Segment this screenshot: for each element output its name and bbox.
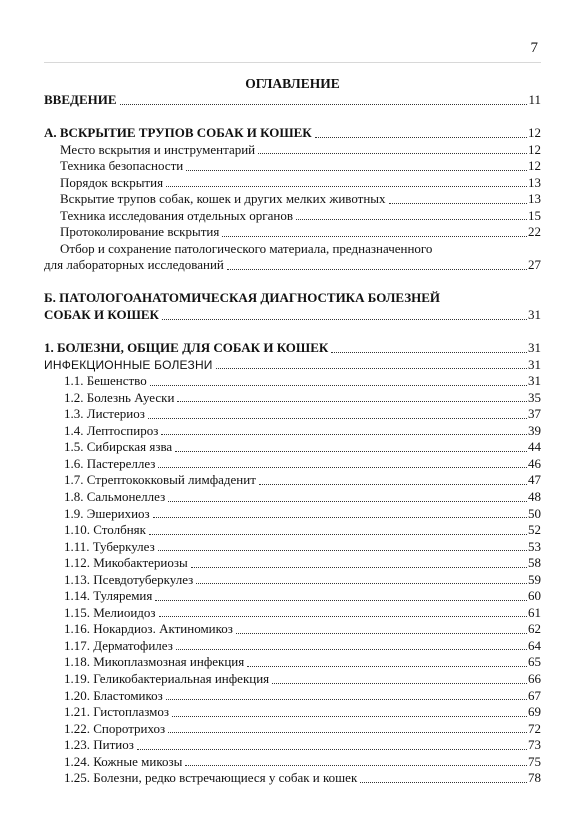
- toc-entry-title: 1.2. Болезнь Ауески: [64, 389, 175, 405]
- toc-entry-page: 11: [528, 92, 541, 107]
- leader-dots: [331, 352, 527, 353]
- toc-entry-page: 64: [528, 637, 541, 653]
- toc-entry-title: 1.8. Сальмонеллез: [64, 488, 166, 504]
- leader-dots: [159, 616, 527, 617]
- toc-entry-title: для лабораторных исследований: [44, 257, 224, 273]
- leader-dots: [191, 567, 527, 568]
- toc-entry-title: А. ВСКРЫТИЕ ТРУПОВ СОБАК И КОШЕК: [44, 125, 312, 141]
- toc-entry[interactable]: [44, 539, 541, 556]
- leader-dots: [259, 484, 527, 485]
- toc-entry-page: 15: [528, 207, 541, 223]
- toc-entry-title: Протоколирование вскрытия: [60, 224, 220, 240]
- toc-entry-title: 1.9. Эшерихиоз: [64, 505, 150, 521]
- toc-entry-page: 31: [528, 356, 541, 372]
- toc-entry-page: 27: [528, 257, 541, 273]
- leader-dots: [360, 782, 527, 783]
- toc-section-b[interactable]: [44, 307, 541, 324]
- toc-entry-title: 1.12. Микобактериозы: [64, 555, 188, 571]
- toc-entry-page: 72: [528, 720, 541, 736]
- toc-entry-page: 50: [528, 505, 541, 521]
- toc-entry[interactable]: [44, 588, 541, 605]
- toc-entry-page: 65: [528, 654, 541, 670]
- leader-dots: [148, 418, 527, 419]
- leader-dots: [296, 219, 527, 220]
- leader-dots: [120, 104, 528, 105]
- toc-entry-title: 1.23. Питиоз: [64, 737, 134, 753]
- toc-entry-title: 1.22. Споротрихоз: [64, 720, 166, 736]
- leader-dots: [150, 385, 527, 386]
- toc-entry-title: 1.18. Микоплазмозная инфекция: [64, 654, 245, 670]
- leader-dots: [185, 765, 527, 766]
- leader-dots: [389, 203, 527, 204]
- toc-infectious-diseases[interactable]: [44, 357, 541, 374]
- toc-entry[interactable]: [44, 621, 541, 638]
- toc-entry[interactable]: [44, 555, 541, 572]
- leader-dots: [153, 517, 527, 518]
- toc-entry-page: 31: [528, 307, 541, 323]
- toc-entry-page: 47: [528, 472, 541, 488]
- toc-entry[interactable]: [44, 142, 541, 159]
- leader-dots: [236, 633, 527, 634]
- toc-entry[interactable]: [44, 671, 541, 688]
- toc-entry[interactable]: [44, 654, 541, 671]
- toc-entry-title: 1. БОЛЕЗНИ, ОБЩИЕ ДЛЯ СОБАК И КОШЕК: [44, 340, 329, 356]
- toc-entry[interactable]: [44, 770, 541, 787]
- toc-entry[interactable]: [44, 439, 541, 456]
- toc-entry-page: 12: [528, 141, 541, 157]
- toc-entry[interactable]: [44, 721, 541, 738]
- leader-dots: [222, 236, 527, 237]
- toc-entry[interactable]: [44, 737, 541, 754]
- toc-entry-page: 48: [528, 488, 541, 504]
- toc-entry-page: 12: [528, 125, 541, 141]
- leader-dots: [247, 666, 527, 667]
- toc-entry[interactable]: [44, 423, 541, 440]
- toc-chapter-1[interactable]: [44, 340, 541, 357]
- toc-entry-title: 1.21. Гистоплазмоз: [64, 704, 170, 720]
- toc-entry-page: 22: [528, 224, 541, 240]
- toc-entry[interactable]: [44, 406, 541, 423]
- toc-entry-page: 61: [528, 604, 541, 620]
- toc-entry-page: 44: [528, 439, 541, 455]
- leader-dots: [176, 649, 527, 650]
- leader-dots: [149, 534, 527, 535]
- toc-entry-page: 62: [528, 621, 541, 637]
- toc-entry-page: 31: [528, 373, 541, 389]
- leader-dots: [227, 269, 527, 270]
- toc-entry[interactable]: [44, 704, 541, 721]
- leader-dots: [168, 732, 527, 733]
- toc-entry-title: 1.3. Листериоз: [64, 406, 145, 422]
- leader-dots: [272, 683, 527, 684]
- toc-entry-page: 60: [528, 588, 541, 604]
- leader-dots: [161, 434, 527, 435]
- toc-entry-page: 37: [528, 406, 541, 422]
- toc-entry[interactable]: [44, 489, 541, 506]
- leader-dots: [177, 401, 527, 402]
- leader-dots: [166, 699, 527, 700]
- toc-entry-title: 1.16. Нокардиоз. Актиномикоз: [64, 621, 233, 637]
- leader-dots: [158, 550, 527, 551]
- toc-entry-title: 1.4. Лептоспироз: [64, 422, 159, 438]
- leader-dots: [175, 451, 527, 452]
- toc-entry-page: 73: [528, 737, 541, 753]
- toc-entry-title: 1.5. Сибирская язва: [64, 439, 173, 455]
- leader-dots: [258, 153, 527, 154]
- leader-dots: [315, 137, 527, 138]
- toc-entry[interactable]: [44, 373, 541, 390]
- table-of-contents: [44, 92, 541, 787]
- toc-entry-title: 1.11. Туберкулез: [64, 538, 155, 554]
- toc-entry[interactable]: [44, 688, 541, 705]
- leader-dots: [158, 467, 527, 468]
- toc-entry-intro[interactable]: [44, 92, 541, 109]
- toc-entry[interactable]: [44, 522, 541, 539]
- toc-entry-page: 52: [528, 522, 541, 538]
- toc-entry-page: 66: [528, 671, 541, 686]
- leader-dots: [166, 186, 527, 187]
- toc-title: ОГЛАВЛЕНИЕ: [245, 76, 340, 91]
- leader-dots: [168, 501, 527, 502]
- toc-entry[interactable]: [44, 754, 541, 771]
- toc-section-b-line1[interactable]: Б. ПАТОЛОГОАНАТОМИЧЕСКАЯ ДИАГНОСТИКА БОЛЕЗНЕЙ: [44, 290, 440, 306]
- toc-entry[interactable]: [44, 472, 541, 489]
- leader-dots: [137, 749, 527, 750]
- toc-entry-title: 1.10. Столбняк: [64, 522, 146, 538]
- toc-entry-page: 39: [528, 422, 541, 438]
- toc-entry-title: СОБАК И КОШЕК: [44, 307, 159, 323]
- toc-entry[interactable]: [44, 191, 541, 208]
- toc-entry[interactable]: [44, 605, 541, 622]
- toc-entry-page: 35: [528, 389, 541, 405]
- toc-entry-title: Место вскрытия и инструментарий: [60, 141, 256, 157]
- toc-entry-page: 58: [528, 555, 541, 571]
- toc-entry-title: 1.6. Пастереллез: [64, 455, 156, 471]
- toc-entry[interactable]: [44, 638, 541, 655]
- leader-dots: [162, 319, 527, 320]
- toc-entry[interactable]: [44, 175, 541, 192]
- leader-dots: [155, 600, 527, 601]
- toc-entry-title: 1.7. Стрептококковый лимфаденит: [64, 472, 256, 488]
- toc-entry[interactable]: [44, 224, 541, 241]
- toc-entry-title: Техника безопасности: [60, 158, 184, 174]
- toc-entry-title: ВВЕДЕНИЕ: [44, 92, 117, 107]
- toc-entry-sampling-line1[interactable]: Отбор и сохранение патологического материала, предназначенного: [60, 240, 433, 256]
- toc-entry-page: 75: [528, 753, 541, 769]
- leader-dots: [216, 368, 527, 369]
- toc-entry-page: 46: [528, 455, 541, 471]
- leader-dots: [196, 583, 527, 584]
- toc-entry-page: 13: [528, 174, 541, 190]
- toc-entry[interactable]: [44, 506, 541, 523]
- section-a-items: [44, 142, 541, 241]
- toc-entry[interactable]: [44, 390, 541, 407]
- toc-entry-title: 1.24. Кожные микозы: [64, 753, 183, 769]
- toc-entry[interactable]: [44, 158, 541, 175]
- toc-entry-page: 78: [528, 770, 541, 786]
- toc-entry-page: 31: [528, 340, 541, 356]
- toc-entry-title: 1.13. Псевдотуберкулез: [64, 571, 194, 587]
- toc-entry-title: 1.14. Туляремия: [64, 588, 153, 604]
- toc-entry-title: Вскрытие трупов собак, кошек и других мелких животных: [60, 191, 386, 207]
- toc-entry-page: 59: [528, 571, 541, 587]
- toc-section-a[interactable]: [44, 125, 541, 142]
- toc-entry-title: ИНФЕКЦИОННЫЕ БОЛЕЗНИ: [44, 357, 213, 372]
- toc-entry-title: 1.1. Бешенство: [64, 373, 147, 389]
- leader-dots: [186, 170, 527, 171]
- toc-entry-page: 13: [528, 191, 541, 207]
- toc-entry-title: Техника исследования отдельных органов: [60, 207, 293, 223]
- toc-entry-title: 1.25. Болезни, редко встречающиеся у собак и кошек: [64, 770, 358, 786]
- toc-entry-page: 12: [528, 158, 541, 174]
- page-number: 7: [530, 40, 538, 56]
- toc-entry[interactable]: [44, 572, 541, 589]
- toc-entry-page: 67: [528, 687, 541, 703]
- toc-entry-page: 69: [528, 704, 541, 720]
- toc-entry-title: Порядок вскрытия: [60, 174, 164, 190]
- toc-entry-title: 1.17. Дерматофилез: [64, 637, 173, 653]
- toc-entry-page: 53: [528, 538, 541, 554]
- leader-dots: [172, 716, 527, 717]
- toc-entry[interactable]: [44, 456, 541, 473]
- toc-entry-title: 1.19. Геликобактериальная инфекция: [64, 671, 270, 686]
- toc-entry-sampling[interactable]: [44, 257, 541, 274]
- toc-entry-title: 1.20. Бластомикоз: [64, 687, 163, 703]
- toc-entry-title: 1.15. Мелиоидоз: [64, 604, 156, 620]
- infectious-items: [44, 373, 541, 787]
- toc-entry[interactable]: [44, 208, 541, 225]
- header-rule: [44, 62, 541, 63]
